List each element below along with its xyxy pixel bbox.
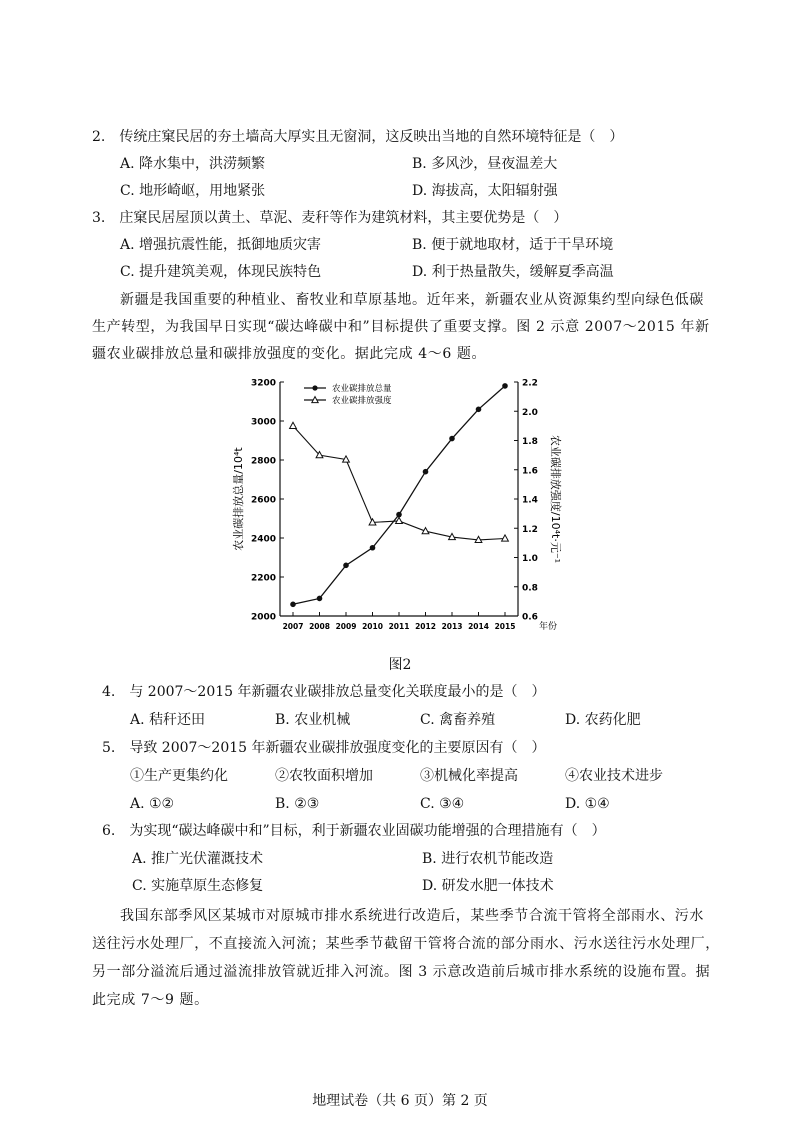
left-tick-label: 3000 [250, 417, 276, 428]
x-tick-label: 2008 [309, 622, 330, 631]
legend-total-label: 农业碳排放总量 [332, 384, 392, 394]
q3-option-b: B. 便于就地取材，适于干旱环境 [412, 237, 614, 253]
series-total-point [502, 383, 508, 389]
q2-option-b: B. 多风沙，昼夜温差大 [412, 156, 558, 172]
left-tick-label: 2800 [250, 456, 276, 467]
q5-option-d: D. ①④ [565, 796, 610, 812]
series-total-line [293, 386, 505, 604]
q3-stem: 3. 庄窠民居屋顶以黄土、草泥、麦秆等作为建筑材料，其主要优势是（ ） [92, 210, 568, 226]
x-tick-label: 2010 [362, 622, 383, 631]
q5-item-4: ④农业技术进步 [565, 768, 663, 784]
legend-intensity-label: 农业碳排放强度 [332, 396, 392, 406]
series-total-point [370, 545, 376, 551]
q4-option-d: D. 农药化肥 [565, 712, 641, 728]
q6-stem: 6. 为实现“碳达峰碳中和”目标，利于新疆农业固碳功能增强的合理措施有（ ） [102, 823, 606, 839]
left-tick-label: 2600 [250, 495, 276, 506]
q6-option-c: C. 实施草原生态修复 [132, 878, 264, 894]
q4-option-b: B. 农业机械 [275, 712, 351, 728]
series-intensity-point [290, 422, 297, 428]
left-axis-title: 农业碳排放总量/10⁴t [232, 447, 245, 551]
q4-stem: 4. 与 2007～2015 年新疆农业碳排放总量变化关联度最小的是（ ） [102, 684, 546, 700]
intro2-line-2: 送往污水处理厂，不直接流入河流；某些季节截留干管将合流的部分雨水、污水送往污水处理厂， [92, 936, 720, 952]
intro1-line-2: 生产转型，为我国早日实现“碳达峰碳中和”目标提供了重要支撑。图 2 示意 2007～2015 年新 [92, 319, 710, 335]
x-tick-label: 2013 [441, 622, 463, 631]
q4-option-c: C. 禽畜养殖 [420, 712, 496, 728]
x-tick-label: 2007 [282, 622, 304, 631]
q3-option-d: D. 利于热量散失，缓解夏季高温 [412, 264, 614, 280]
left-tick-label: 2000 [250, 612, 276, 623]
q5-item-1: ①生产更集约化 [130, 768, 228, 784]
q3-option-c: C. 提升建筑美观，体现民族特色 [120, 264, 322, 280]
series-total-point [423, 469, 429, 475]
q6-option-a: A. 推广光伏灌溉技术 [132, 851, 264, 867]
left-tick-label: 3200 [250, 378, 276, 389]
q5-item-3: ③机械化率提高 [420, 768, 518, 784]
right-tick-label: 1.2 [522, 524, 538, 535]
right-tick-label: 1.6 [522, 466, 538, 477]
q2-option-a: A. 降水集中，洪涝频繁 [120, 156, 266, 172]
right-axis-title: 农业碳排放强度/10⁴t·元⁻¹ [549, 434, 562, 564]
series-total-point [317, 596, 323, 602]
left-tick-label: 2400 [250, 534, 276, 545]
page-footer: 地理试卷（共 6 页）第 2 页 [312, 1093, 488, 1109]
q6-option-b: B. 进行农机节能改造 [422, 851, 554, 867]
right-tick-label: 1.4 [522, 495, 538, 506]
q5-option-a: A. ①② [130, 796, 175, 812]
series-total-point [449, 436, 455, 442]
figure-caption: 图2 [388, 657, 412, 673]
x-axis-title: 年份 [538, 622, 558, 632]
q5-option-b: B. ②③ [275, 796, 320, 812]
q4-option-a: A. 秸秆还田 [130, 712, 206, 728]
right-tick-label: 2.2 [522, 378, 538, 389]
q5-stem: 5. 导致 2007～2015 年新疆农业碳排放强度变化的主要原因有（ ） [102, 740, 546, 756]
series-total-point [476, 407, 482, 413]
intro2-line-3: 另一部分溢流后通过溢流排放管就近排入河流。图 3 示意改造前后城市排水系统的设施布置。据 [92, 964, 711, 980]
intro2-line-1: 我国东部季风区某城市对原城市排水系统进行改造后，某些季节合流干管将全部雨水、污水 [120, 908, 704, 924]
q6-option-d: D. 研发水肥一体技术 [422, 878, 554, 894]
x-tick-label: 2011 [388, 622, 410, 631]
x-tick-label: 2014 [468, 622, 489, 631]
intro1-line-1: 新疆是我国重要的种植业、畜牧业和草原基地。近年来，新疆农业从资源集约型向绿色低碳 [120, 292, 704, 308]
q5-option-c: C. ③④ [420, 796, 465, 812]
left-tick-label: 2200 [250, 573, 276, 584]
x-tick-label: 2012 [415, 622, 436, 631]
legend-total-marker [312, 385, 317, 390]
q3-option-a: A. 增强抗震性能，抵御地质灾害 [120, 237, 322, 253]
right-tick-label: 2.0 [522, 407, 538, 418]
x-tick-label: 2015 [494, 622, 516, 631]
right-tick-label: 0.6 [522, 612, 538, 623]
right-tick-label: 1.0 [522, 554, 538, 564]
right-tick-label: 1.8 [522, 437, 538, 447]
series-total-point [343, 563, 349, 569]
intro2-line-4: 此完成 7～9 题。 [92, 992, 209, 1008]
x-tick-label: 2009 [335, 622, 357, 631]
right-tick-label: 0.8 [522, 583, 538, 594]
series-intensity-point [502, 535, 509, 541]
carbon-emission-chart [218, 368, 578, 640]
series-total-point [290, 602, 296, 608]
q2-option-c: C. 地形崎岖，用地紧张 [120, 183, 266, 199]
q5-item-2: ②农牧面积增加 [275, 768, 373, 784]
q2-option-d: D. 海拔高，太阳辐射强 [412, 183, 558, 199]
intro1-line-3: 疆农业碳排放总量和碳排放强度的变化。据此完成 4～6 题。 [92, 346, 487, 362]
q2-stem: 2. 传统庄窠民居的夯土墙高大厚实且无窗洞，这反映出当地的自然环境特征是（ ） [92, 129, 624, 145]
